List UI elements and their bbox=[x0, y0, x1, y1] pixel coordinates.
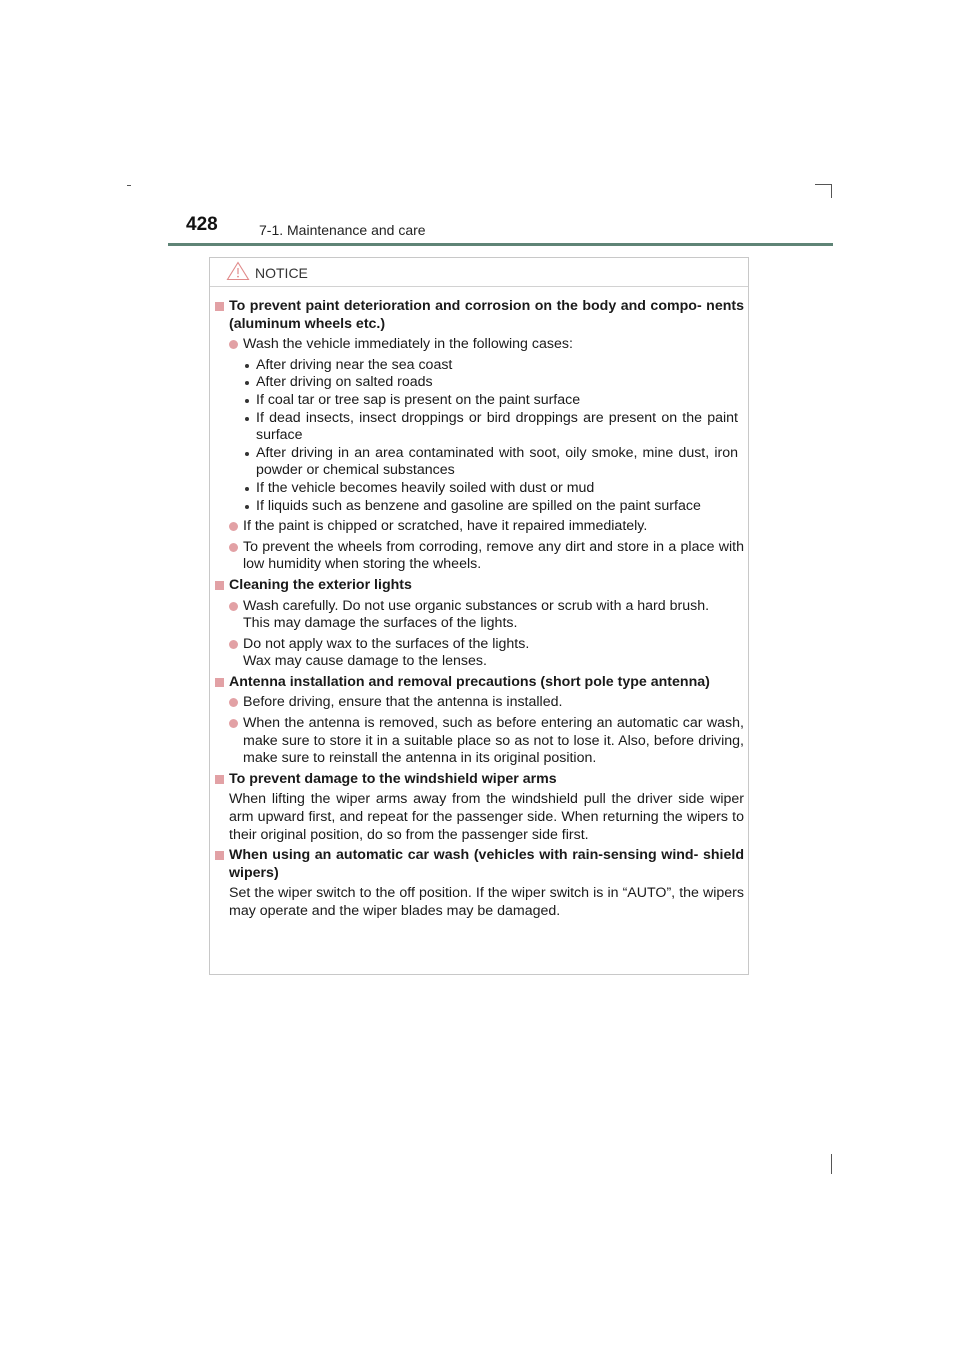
bullet-item bbox=[214, 598, 744, 633]
bullet-text: Wash the vehicle immediately in the following cases: bbox=[243, 336, 573, 353]
bullet-text: Wash carefully. Do not use organic substances or scrub with a hard brush. bbox=[243, 597, 710, 614]
section-title: 7-1. Maintenance and care bbox=[259, 222, 426, 238]
sub-item-text: After driving on salted roads bbox=[256, 374, 433, 391]
bullet-item bbox=[214, 518, 744, 536]
section-heading bbox=[214, 674, 744, 692]
section-heading-text: When using an automatic car wash (vehicles with rain-sensing wind- shield wipers) bbox=[229, 847, 744, 881]
square-bullet-icon bbox=[215, 581, 224, 590]
crop-mark-bottom-right-v bbox=[831, 1154, 832, 1174]
section-heading-text: To prevent paint deterioration and corrosion on the body and compo- nents (aluminum wheels etc.) bbox=[229, 298, 744, 332]
section-heading bbox=[214, 577, 744, 595]
sub-item-text: If the vehicle becomes heavily soiled with dust or mud bbox=[256, 479, 595, 496]
sub-item bbox=[214, 392, 744, 410]
round-bullet-icon bbox=[229, 719, 238, 728]
small-dot-icon bbox=[245, 505, 249, 509]
section-heading-text: To prevent damage to the windshield wiper arms bbox=[229, 770, 557, 787]
small-dot-icon bbox=[245, 364, 249, 368]
notice-header bbox=[210, 258, 748, 287]
notice-body bbox=[214, 298, 744, 924]
sub-item bbox=[214, 374, 744, 392]
bullet-text: Before driving, ensure that the antenna is installed. bbox=[243, 694, 563, 711]
section-heading-text: Antenna installation and removal precautions (short pole type antenna) bbox=[229, 673, 710, 690]
bullet-text: When the antenna is removed, such as before entering an automatic car wash, make sure to store it in a suitable place so as not to lose it. Also, before driving, make sure to reinstall the antenna in its original position. bbox=[243, 715, 744, 767]
notice-section bbox=[214, 577, 744, 671]
notice-label: NOTICE bbox=[255, 265, 308, 281]
notice-box bbox=[209, 257, 749, 975]
sub-item bbox=[214, 445, 744, 480]
sub-item bbox=[214, 498, 744, 516]
bullet-text: Do not apply wax to the surfaces of the lights. bbox=[243, 635, 530, 652]
crop-mark-top-right-v bbox=[831, 184, 832, 198]
round-bullet-icon bbox=[229, 340, 238, 349]
notice-section bbox=[214, 298, 744, 574]
sub-item-text: If liquids such as benzene and gasoline are spilled on the paint surface bbox=[256, 497, 701, 514]
section-heading bbox=[214, 847, 744, 882]
sub-item-text: After driving in an area contaminated with soot, oily smoke, mine dust, iron powder or chemical substances bbox=[256, 444, 738, 479]
bullet-text: To prevent the wheels from corroding, remove any dirt and store in a place with low humidity when storing the wheels. bbox=[243, 538, 744, 573]
square-bullet-icon bbox=[215, 302, 224, 311]
sub-item bbox=[214, 410, 744, 445]
bullet-text: Wax may cause damage to the lenses. bbox=[243, 653, 487, 670]
section-text: When lifting the wiper arms away from the windshield pull the driver side wiper arm upward first, and repeat for the passenger side. When returning the wipers to their original position, do so from the passenger side first. bbox=[229, 791, 744, 843]
page-number: 428 bbox=[186, 214, 218, 235]
sub-item-text: If dead insects, insect droppings or bird droppings are present on the paint surface bbox=[256, 409, 738, 444]
round-bullet-icon bbox=[229, 698, 238, 707]
small-dot-icon bbox=[245, 417, 249, 421]
notice-section bbox=[214, 771, 744, 844]
sub-item bbox=[214, 357, 744, 375]
round-bullet-icon bbox=[229, 543, 238, 552]
notice-section bbox=[214, 847, 744, 920]
sub-item-text: If coal tar or tree sap is present on the paint surface bbox=[256, 391, 581, 408]
small-dot-icon bbox=[245, 381, 249, 385]
bullet-item bbox=[214, 539, 744, 574]
section-heading-text: Cleaning the exterior lights bbox=[229, 576, 412, 593]
sub-list bbox=[214, 357, 744, 515]
section-heading bbox=[214, 771, 744, 789]
round-bullet-icon bbox=[229, 640, 238, 649]
bullet-text: If the paint is chipped or scratched, have it repaired immediately. bbox=[243, 518, 648, 535]
notice-section bbox=[214, 674, 744, 768]
bullet-text: This may damage the surfaces of the lights. bbox=[243, 615, 518, 632]
square-bullet-icon bbox=[215, 775, 224, 784]
crop-mark-left bbox=[127, 185, 131, 186]
round-bullet-icon bbox=[229, 602, 238, 611]
bullet-item bbox=[214, 636, 744, 671]
bullet-item bbox=[214, 336, 744, 354]
section-text: Set the wiper switch to the off position. If the wiper switch is in “AUTO”, the wipers may operate and the wiper blades may be damaged. bbox=[229, 885, 744, 919]
sub-item-text: After driving near the sea coast bbox=[256, 356, 453, 373]
warning-triangle-icon bbox=[226, 261, 250, 281]
bullet-item bbox=[214, 715, 744, 768]
small-dot-icon bbox=[245, 487, 249, 491]
small-dot-icon bbox=[245, 452, 249, 456]
square-bullet-icon bbox=[215, 851, 224, 860]
small-dot-icon bbox=[245, 399, 249, 403]
square-bullet-icon bbox=[215, 678, 224, 687]
crop-mark-top-right-h bbox=[815, 184, 832, 185]
section-heading bbox=[214, 298, 744, 333]
bullet-item bbox=[214, 694, 744, 712]
header-rule bbox=[168, 243, 833, 246]
round-bullet-icon bbox=[229, 522, 238, 531]
sub-item bbox=[214, 480, 744, 498]
